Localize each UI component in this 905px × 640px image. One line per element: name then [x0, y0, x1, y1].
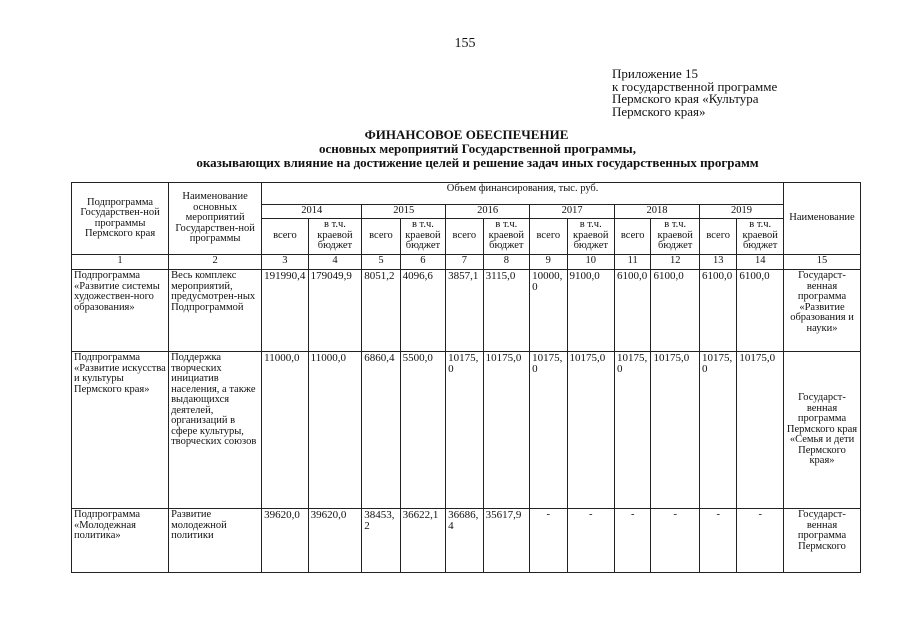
subprogram-cell: Подпрограмма «Развитие искусства и культуры Пермского края»: [72, 352, 169, 509]
table-row: [72, 509, 861, 573]
value-cell: 191990,4: [262, 270, 309, 352]
column-number: 12: [651, 255, 700, 270]
header-total: всего: [615, 219, 651, 255]
value-cell: 39620,0: [262, 509, 309, 573]
value-cell: -: [699, 509, 736, 573]
column-number: 2: [169, 255, 262, 270]
column-number-row: [72, 255, 861, 270]
appendix-line: к государственной программе: [612, 78, 778, 94]
header-year: 2015: [362, 205, 446, 219]
header-regional: в т.ч. краевой бюджет: [400, 219, 446, 255]
subprogram-cell: Подпрограмма «Развитие системы художествен-ного образования»: [72, 270, 169, 352]
value-cell: -: [737, 509, 784, 573]
column-number: 1: [72, 255, 169, 270]
column-number: 7: [446, 255, 483, 270]
document-title: [0, 128, 905, 170]
title-line: основных мероприятий Государственной программы,: [319, 141, 636, 156]
value-cell: 6100,0: [615, 270, 651, 352]
subprogram-cell: Подпрограмма «Молодежная политика»: [72, 509, 169, 573]
table-row: [72, 270, 861, 352]
column-number: 14: [737, 255, 784, 270]
appendix-line: Приложение 15: [612, 66, 699, 81]
value-cell: 35617,9: [483, 509, 530, 573]
value-cell: 179049,9: [308, 270, 362, 352]
header-total: всего: [446, 219, 483, 255]
header-year: 2016: [446, 205, 530, 219]
value-cell: 6100,0: [651, 270, 700, 352]
column-number: 9: [530, 255, 567, 270]
measure-cell: Весь комплекс мероприятий, предусмотрен-ных Подпрограммой: [169, 270, 262, 352]
column-number: 11: [615, 255, 651, 270]
column-number: 15: [784, 255, 861, 270]
value-cell: 10000,0: [530, 270, 567, 352]
program-cell: Государст-венная программа Пермского: [784, 509, 861, 573]
column-number: 4: [308, 255, 362, 270]
page-number: 155: [454, 36, 476, 51]
header-total: всего: [362, 219, 400, 255]
value-cell: 39620,0: [308, 509, 362, 573]
appendix-line: Пермского края»: [612, 103, 706, 119]
value-cell: 3857,1: [446, 270, 483, 352]
value-cell: 3115,0: [483, 270, 530, 352]
header-total: всего: [699, 219, 736, 255]
value-cell: 6100,0: [737, 270, 784, 352]
column-number: 6: [400, 255, 446, 270]
column-number: 5: [362, 255, 400, 270]
value-cell: 8051,2: [362, 270, 400, 352]
value-cell: 36686,4: [446, 509, 483, 573]
value-cell: 10175,0: [567, 352, 615, 509]
header-total: всего: [262, 219, 309, 255]
column-number: 10: [567, 255, 615, 270]
header-name: Наименование: [784, 183, 861, 255]
value-cell: 9100,0: [567, 270, 615, 352]
program-cell: Государст-венная программа Пермского края «Семья и дети Пермского края»: [784, 352, 861, 509]
value-cell: -: [615, 509, 651, 573]
value-cell: 10175,0: [651, 352, 700, 509]
title-line: ФИНАНСОВОЕ ОБЕСПЕЧЕНИЕ: [364, 127, 569, 142]
table-row: [72, 352, 861, 509]
value-cell: -: [530, 509, 567, 573]
header-year: 2018: [615, 205, 700, 219]
header-subprogram: Подпрограмма Государствен-ной программы Пермского края: [72, 183, 169, 255]
header-measures: Наименование основных мероприятий Государствен-ной программы: [169, 183, 262, 255]
column-number: 13: [699, 255, 736, 270]
header-regional: в т.ч. краевой бюджет: [651, 219, 700, 255]
financing-table: [71, 182, 861, 573]
value-cell: 38453,2: [362, 509, 400, 573]
appendix-line: Пермского края «Культура: [612, 91, 759, 106]
value-cell: 10175,0: [615, 352, 651, 509]
header-year: 2019: [699, 205, 783, 219]
header-regional: в т.ч. краевой бюджет: [308, 219, 362, 255]
header-regional: в т.ч. краевой бюджет: [737, 219, 784, 255]
header-regional: в т.ч. краевой бюджет: [567, 219, 615, 255]
value-cell: 10175,0: [737, 352, 784, 509]
value-cell: 5500,0: [400, 352, 446, 509]
column-number: 8: [483, 255, 530, 270]
value-cell: 6860,4: [362, 352, 400, 509]
program-cell: Государст-венная программа «Развитие образования и науки»: [784, 270, 861, 352]
value-cell: -: [651, 509, 700, 573]
value-cell: 11000,0: [308, 352, 362, 509]
measure-cell: Развитие молодежной политики: [169, 509, 262, 573]
appendix-note: [612, 68, 777, 118]
value-cell: 36622,1: [400, 509, 446, 573]
value-cell: 10175,0: [530, 352, 567, 509]
header-regional: в т.ч. краевой бюджет: [483, 219, 530, 255]
value-cell: 4096,6: [400, 270, 446, 352]
header-year: 2017: [530, 205, 615, 219]
value-cell: -: [567, 509, 615, 573]
value-cell: 11000,0: [262, 352, 309, 509]
header-year: 2014: [262, 205, 362, 219]
value-cell: 10175,0: [483, 352, 530, 509]
value-cell: 10175,0: [446, 352, 483, 509]
value-cell: 10175,0: [699, 352, 736, 509]
header-funding: Объем финансирования, тыс. руб.: [262, 183, 784, 205]
title-line: оказывающих влияние на достижение целей и решение задач иных государственных программ: [196, 155, 759, 170]
measure-cell: Поддержка творческих инициатив населения, а также выдающихся деятелей, организаций в сфере культуры, творческих союзов: [169, 352, 262, 509]
column-number: 3: [262, 255, 309, 270]
value-cell: 6100,0: [699, 270, 736, 352]
header-total: всего: [530, 219, 567, 255]
